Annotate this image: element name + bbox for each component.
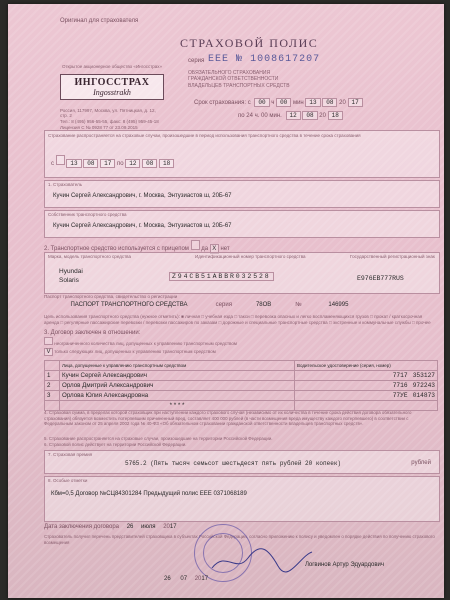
original-label: Оригинал для страхователя bbox=[60, 18, 139, 24]
owner-label: Собственник транспортного средства bbox=[48, 212, 127, 217]
table-row: 3 Орлова Юлия Александровна 77УЕ 014873 bbox=[45, 391, 438, 401]
table-row: 2 Орлов Дмитрий Александрович 7716 972243 bbox=[45, 381, 438, 391]
footer-text: Страхователь получил перечень представителей страховщика в субъектах Российской Федерации, согласно приложению к полису и уведомлен о порядке действия по получению страхового возмещения bbox=[44, 534, 435, 545]
vehicle-document-number: 146995 bbox=[328, 301, 349, 308]
insurance-policy-document bbox=[8, 4, 444, 598]
term-end-month: 08 bbox=[302, 111, 317, 120]
table-row: * * * * bbox=[45, 401, 438, 411]
policy-subtitle: ОБЯЗАТЕЛЬНОГО СТРАХОВАНИЯ ГРАЖДАНСКОЙ ОТВЕТСТВЕННОСТИ ВЛАДЕЛЬЦЕВ ТРАНСПОРТНЫХ СРЕДСТВ bbox=[188, 70, 290, 89]
premium-label: 7. Страховая премия bbox=[48, 452, 93, 457]
term-start-month: 08 bbox=[322, 98, 337, 107]
driver-name: Орлов Дмитрий Александрович bbox=[60, 381, 295, 391]
policy-number: 1008617207 bbox=[250, 54, 321, 65]
contract-label: 3. Договор заключен в отношении: bbox=[44, 330, 141, 336]
purpose-section: Цель использования транспортного средства (нужное отметить): ■ личная □ учебная езда □ такси □ перевозка опасных и легко воспламеняющихся грузов □ прокат / краткосрочная аренда □ регулярные пассажирские перевозки / перевозки пассажиров по заказам □ дорожные и специальные транспортные средства □ экстренные и коммунальные службы □ прочее bbox=[44, 314, 431, 325]
logo-sub: Ingosstrakh bbox=[93, 87, 131, 97]
trailer-yes-box bbox=[191, 240, 200, 250]
contract-section: 3. Договор заключен в отношении: неограниченного количества лиц, допущенных к управлению транспортным средством V только следующих лиц, допущенных к управлению транспортным средством bbox=[44, 330, 438, 356]
term-start-minutes: 00 bbox=[276, 98, 291, 107]
insurance-term-end: по 24 ч. 00 мин. 12 08 20 18 bbox=[238, 112, 438, 119]
notes: 5. Страхование распространяется на страховые случаи, произошедшие на территории Российской Федерации. 6. Страховой полис действует на территории Российской Федерации. bbox=[44, 436, 273, 447]
term-start-year: 17 bbox=[348, 98, 363, 107]
sum-clause: 4. Страховая сумма, в пределах которой страховщик при наступлении каждого страхового случая (независимо от их количества в течение срока действия договора обязательного страхования) обязуется возместить потерпевшим причиненный вред, составляет 400 000 рублей (в части возмещения вреда имуществу каждого потерпевшего) в соответствии с Федеральным законом от 25 апреля 2002 года № 40-ФЗ «Об обязательном страховании гражданской ответственности владельцев транспортных средств». bbox=[44, 410, 412, 426]
owner-section bbox=[44, 210, 440, 238]
usage-period-caption: Страхование распространяется на страховые случаи, произошедшие в период использования транспортного средства в течение срока страхования bbox=[48, 133, 361, 138]
purpose-option: □ экстренные и коммунальные службы bbox=[328, 319, 411, 325]
purpose-option: □ дорожные и специальные транспортные средства bbox=[218, 319, 328, 325]
premium-value: 5765.2 (Пять тысяч семьсот шестьдесят пять рублей 20 копеек) bbox=[125, 460, 342, 467]
term-end-day: 12 bbox=[286, 111, 301, 120]
signature-day: 26 bbox=[164, 576, 171, 582]
owner-value: Кучин Сергей Александрович, г. Москва, Энтузиастов ш, 20Б-67 bbox=[53, 223, 232, 229]
insurer-logo bbox=[60, 74, 164, 100]
insurer-caption: Открытое акционерное общество «Ингосстрах» bbox=[61, 64, 163, 69]
signature-row: 26 07 2017 Логвинов Артур Эдуардович bbox=[164, 562, 384, 582]
vehicle-section: Марка, модель транспортного средства Идентификационный номер транспортного средства Государственный регистрационный знак Hyundai Solaris Z94CB51ABBR032528 Е976ЕВ777RUS bbox=[44, 252, 440, 294]
insured-label: 1. Страхователь bbox=[48, 182, 83, 187]
vehicle-vin: Z94CB51ABBR032528 bbox=[169, 272, 274, 281]
contract-date-row: Дата заключения договора 26 июля 2017 bbox=[44, 524, 177, 530]
limited-drivers-mark: V bbox=[44, 348, 53, 356]
driver-name: Кучин Сергей Александрович bbox=[60, 371, 295, 381]
special-notes-label: 8. Особые отметки bbox=[48, 478, 88, 483]
table-row: 1 Кучин Сергей Александрович 7717 353127 bbox=[45, 371, 438, 381]
vehicle-model: Solaris bbox=[59, 277, 79, 284]
vehicle-document-series: 78ОВ bbox=[255, 301, 272, 308]
usage-period-section bbox=[44, 130, 440, 178]
driver-name: Орлова Юлия Александровна bbox=[60, 391, 295, 401]
vehicle-plate: Е976ЕВ777RUS bbox=[357, 275, 404, 282]
logo-main: ИНГОССТРАХ bbox=[74, 76, 150, 88]
drivers-table: Лица, допущенные к управлению транспортным средством Водительское удостоверение (серия, номер) 1 Кучин Сергей Александрович 7717 353127 2 Орлов Дмитрий Александрович 7716 972243 3 Орлова Юлия Александровна 77УЕ 014873 * * * * bbox=[44, 360, 438, 411]
vehicle-make: Hyundai bbox=[59, 268, 83, 275]
insured-value: Кучин Сергей Александрович, г. Москва, Энтузиастов ш, 20Б-67 bbox=[53, 193, 232, 199]
signature-mark bbox=[208, 544, 318, 578]
purpose-option: □ перевозка опасных и легко воспламеняющихся грузов bbox=[250, 314, 369, 319]
signature-month: 07 bbox=[180, 576, 188, 582]
insurance-term: Срок страхования: с 00 ч 00 мин 13 08 20 17 bbox=[194, 99, 438, 106]
insurer-address: Россия, 117997, Москва, ул. Пятницкая, д. 12, стр. 2 Тел.: 8 (495) 956-55-55, факс: 8 (495) 959-45-18 Лицензия С № 0928 77 от 23.09.2015 bbox=[60, 107, 159, 130]
agent-name: Логвинов Артур Эдуардович bbox=[304, 562, 384, 568]
policy-title: СТРАХОВОЙ ПОЛИС bbox=[180, 36, 319, 50]
usage-period-dates: с 13 08 17 по 12 08 18 bbox=[51, 155, 174, 167]
purpose-option: □ регулярные пассажирские перевозки / перевозки пассажиров по заказам bbox=[60, 319, 218, 325]
series-value: ЕЕЕ № 1008617207 bbox=[208, 54, 321, 65]
special-notes-section bbox=[44, 476, 440, 522]
purpose-option: □ учебная езда bbox=[201, 314, 234, 319]
purpose-option: □ прочее bbox=[412, 319, 431, 325]
special-notes-value: Кбм=0,5 Договор №СЦ84301284 Предыдущий полис ЕЕЕ 0371068189 bbox=[51, 491, 247, 497]
insurer-block bbox=[60, 64, 164, 130]
trailer-no-box: X bbox=[210, 244, 219, 254]
purpose-option: □ прокат / краткосрочная аренда bbox=[44, 314, 423, 325]
purpose-option: ■ личная bbox=[181, 314, 201, 319]
premium-section: 7. Страховая премия 5765.2 (Пять тысяч семьсот шестьдесят пять рублей 20 копеек) рублей bbox=[44, 450, 440, 474]
term-start-day: 13 bbox=[305, 98, 320, 107]
series-label: серия bbox=[188, 58, 205, 64]
vehicle-trailer-row: 2. Транспортное средство используется с прицепом да X нет bbox=[44, 240, 438, 254]
vehicle-make-model bbox=[59, 267, 83, 285]
vehicle-document-row: Паспорт транспортного средства, свидетельство о регистрации ПАСПОРТ ТРАНСПОРТНОГО СРЕДСТВА серия 78ОВ № 146995 bbox=[44, 294, 438, 308]
vehicle-document-type: ПАСПОРТ ТРАНСПОРТНОГО СРЕДСТВА bbox=[70, 301, 188, 308]
signature-year: 17 bbox=[201, 576, 209, 582]
purpose-option: □ такси bbox=[234, 314, 250, 319]
insured-section bbox=[44, 180, 440, 208]
term-start-hours: 00 bbox=[254, 98, 269, 107]
term-end-year: 18 bbox=[328, 111, 343, 120]
